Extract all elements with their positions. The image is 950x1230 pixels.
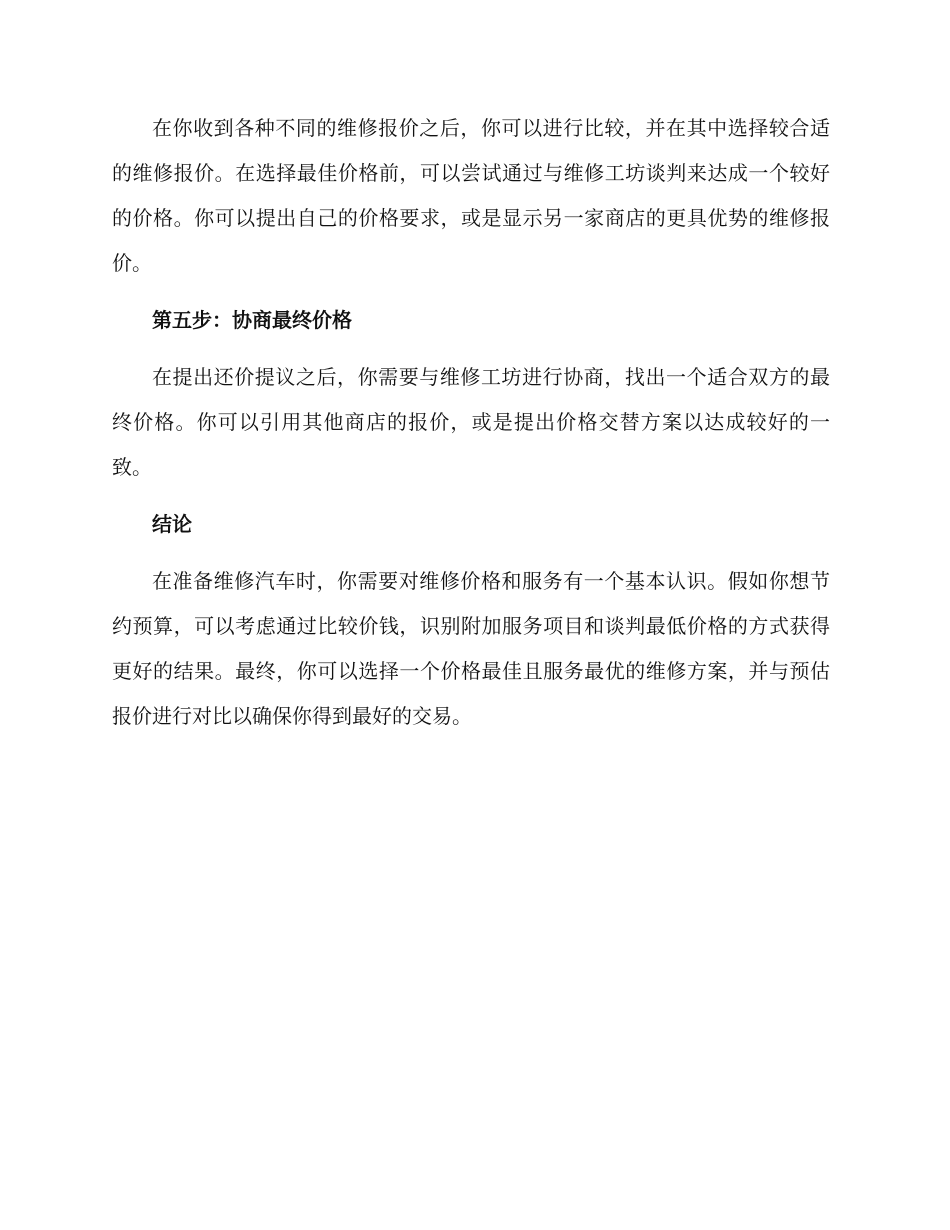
section-heading-step-five: 第五步：协商最终价格 <box>152 308 352 332</box>
spacer <box>112 343 830 355</box>
paragraph-conclusion: 在准备维修汽车时，你需要对维修价格和服务有一个基本认识。假如你想节约预算，可以考虑通过比较价钱，识别附加服务项目和谈判最低价格的方式获得更好的结果。最终，你可以选择一个价格最佳且服务最优的维修方案，并与预估报价进行对比以确保你得到最好的交易。 <box>112 569 830 728</box>
spacer <box>112 490 830 502</box>
paragraph-negotiate-final-price: 在提出还价提议之后，你需要与维修工坊进行协商，找出一个适合双方的最终价格。你可以引用其他商店的报价，或是提出价格交替方案以达成较好的一致。 <box>112 365 830 479</box>
spacer <box>112 547 830 559</box>
spacer <box>112 286 830 298</box>
paragraph-compare-quotes: 在你收到各种不同的维修报价之后，你可以进行比较，并在其中选择较合适的维修报价。在选择最佳价格前，可以尝试通过与维修工坊谈判来达成一个较好的价格。你可以提出自己的价格要求，或是显示另一家商店的更具优势的维修报价。 <box>112 116 830 275</box>
document-page <box>112 106 830 739</box>
section-heading-conclusion: 结论 <box>152 512 192 536</box>
